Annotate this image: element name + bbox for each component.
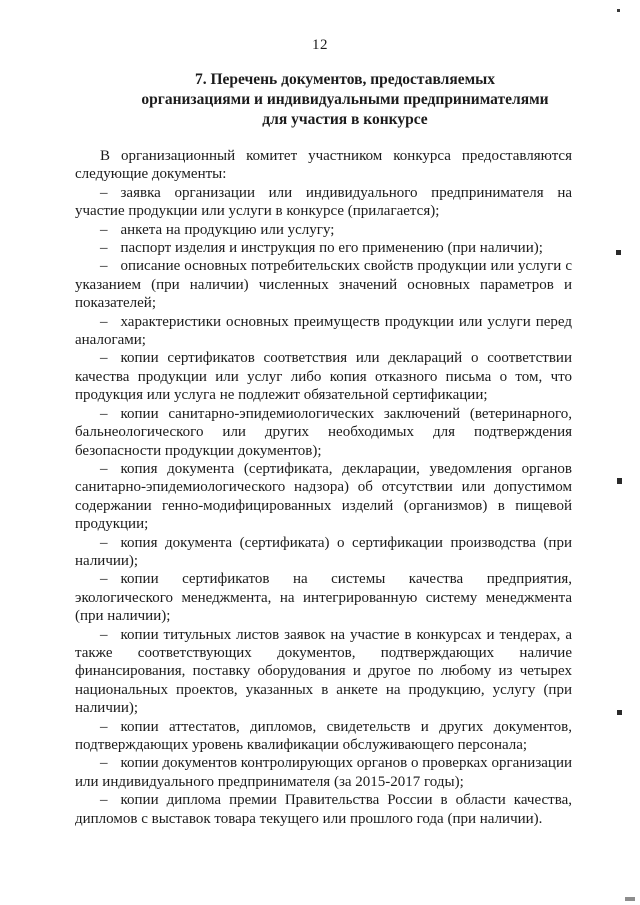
list-item xyxy=(75,221,572,239)
section-heading-line-2: организациями и индивидуальными предпринимателями xyxy=(141,91,549,108)
list-item-text: паспорт изделия и инструкция по его применению (при наличии); xyxy=(120,240,543,257)
list-item-text: описание основных потребительских свойств продукции или услуги с указанием (при наличии) численных значений основных параметров и показателей; xyxy=(75,258,572,312)
list-item xyxy=(75,460,572,534)
document-body xyxy=(75,147,572,828)
scan-artifact-speck xyxy=(625,897,635,901)
scan-artifact-speck xyxy=(617,478,622,484)
list-item xyxy=(75,257,572,312)
page-number: 12 xyxy=(312,37,328,53)
list-dash: – xyxy=(100,350,108,367)
section-heading-line-3: для участия в конкурсе xyxy=(262,111,428,128)
list-dash: – xyxy=(100,626,108,643)
list-item-text: характеристики основных преимуществ продукции или услуги перед аналогами; xyxy=(75,313,572,349)
list-item-text: копия документа (сертификата) о сертификации производства (при наличии); xyxy=(75,534,572,569)
list-dash: – xyxy=(100,221,108,238)
list-dash: – xyxy=(100,571,108,588)
list-dash: – xyxy=(100,718,108,735)
list-dash: – xyxy=(100,460,108,477)
list-item-text: заявка организации или индивидуального предпринимателя на участие продукции или услуги в конкурсе (прилагается); xyxy=(75,184,572,220)
list-item-text: копии документов контролирующих органов о проверках организации или индивидуального предпринимателя (за 2015-2017 годы); xyxy=(75,755,572,790)
list-dash: – xyxy=(100,755,108,772)
list-item-text: копии диплома премии Правительства России в области качества, дипломов с выставок товара текущего или прошлого года (при наличии). xyxy=(75,792,572,827)
list-item xyxy=(75,570,572,625)
list-item xyxy=(75,754,572,791)
list-item xyxy=(75,405,572,460)
list-item xyxy=(75,349,572,404)
list-item xyxy=(75,239,572,257)
list-item-text: копии санитарно-эпидемиологических заключений (ветеринарного, бальнеологического или других необходимых для подтверждения безопасности продукции документов); xyxy=(75,405,572,459)
list-dash: – xyxy=(100,534,108,551)
list-item xyxy=(75,791,572,828)
list-item-text: копии титульных листов заявок на участие в конкурсах и тендерах, а также соответствующих документов, подтверждающих наличие финансирования, поставку оборудования и другое по любому из четырех национальных проектов, указанных в анкете на продукцию, услугу (при наличии); xyxy=(75,626,572,717)
list-dash: – xyxy=(100,313,108,330)
list-dash: – xyxy=(100,240,108,257)
scan-artifact-speck xyxy=(616,250,621,255)
list-item-text: копии аттестатов, дипломов, свидетельств и других документов, подтверждающих уровень квалификации обслуживающего персонала; xyxy=(75,718,572,753)
list-item-text: анкета на продукцию или услугу; xyxy=(120,221,335,238)
list-item xyxy=(75,184,572,221)
scan-artifact-speck xyxy=(617,9,620,12)
list-item xyxy=(75,534,572,571)
list-item-text: копия документа (сертификата, декларации, уведомления органов санитарно-эпидемиологического надзора) об отсутствии или допустимом содержании генно-модифицированных изделий (организмов) в пищевой продукции; xyxy=(75,460,572,533)
list-dash: – xyxy=(100,258,108,275)
intro-text: В организационный комитет участником конкурса предоставляются следующие документы: xyxy=(75,148,572,183)
list-item xyxy=(75,626,572,718)
list-item xyxy=(75,313,572,350)
section-heading xyxy=(90,70,600,130)
list-item xyxy=(75,718,572,755)
list-dash: – xyxy=(100,792,108,809)
list-item-text: копии сертификатов соответствия или деклараций о соответствии качества продукции или услуг либо копия отказного письма о том, что продукция или услуга не подлежит обязательной сертификации; xyxy=(75,350,572,404)
scan-artifact-speck xyxy=(617,710,622,715)
list-dash: – xyxy=(100,405,108,422)
list-item-text: копии сертификатов на системы качества предприятия, экологического менеджмента, на интегрированную систему менеджмента (при наличии); xyxy=(75,571,572,625)
list-dash: – xyxy=(100,184,108,201)
intro-paragraph xyxy=(75,147,572,184)
section-heading-line-1: 7. Перечень документов, предоставляемых xyxy=(194,71,496,88)
